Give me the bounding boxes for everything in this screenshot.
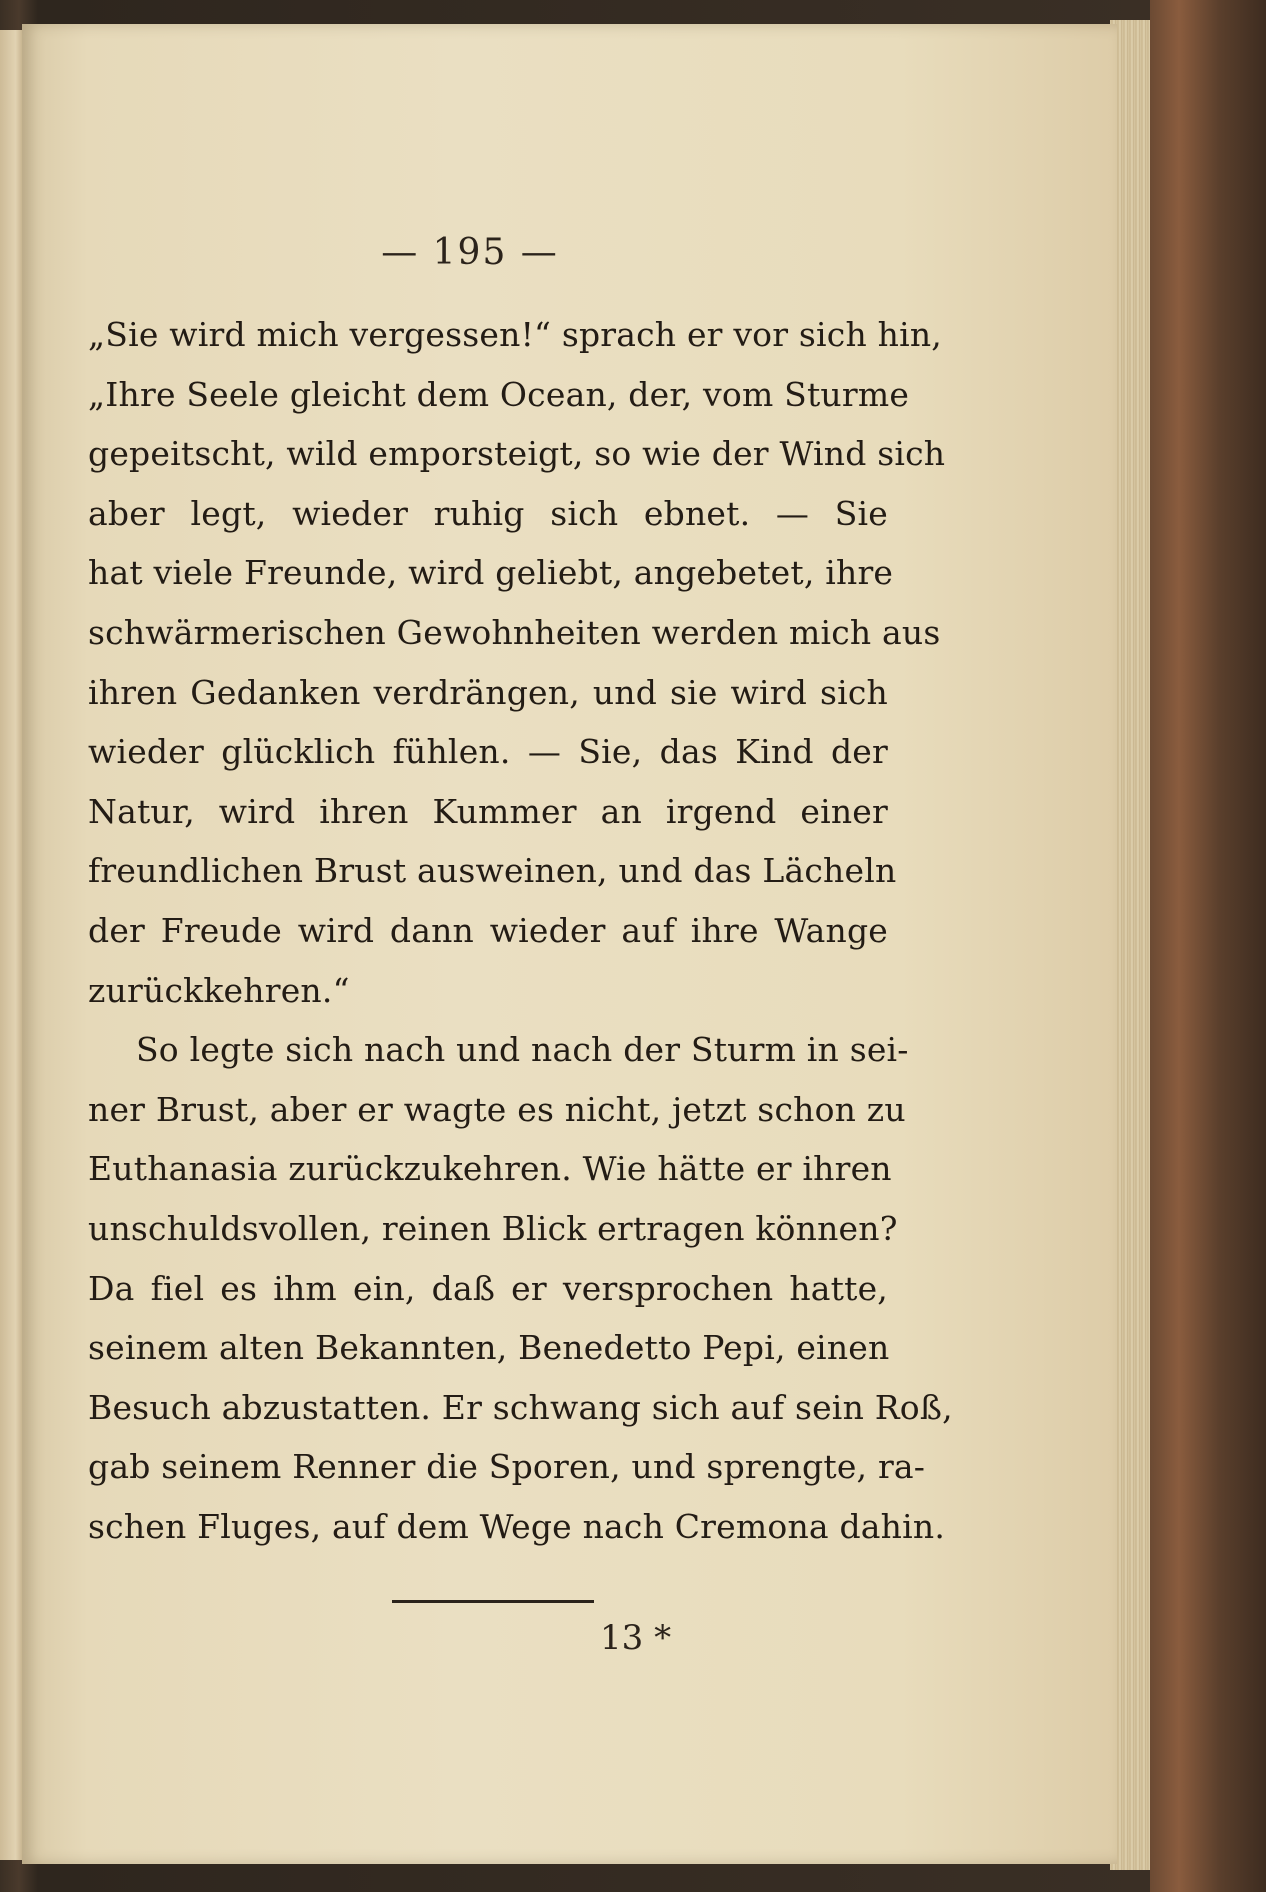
- text-line: schen Fluges, auf dem Wege nach Cremona dahin.: [88, 1506, 946, 1546]
- text-line: So legte sich nach und nach der Sturm in sei-: [136, 1030, 909, 1070]
- signature-mark: 13 *: [600, 1618, 672, 1658]
- text-line: Euthanasia zurückzukehren. Wie hätte er ihren: [88, 1149, 892, 1189]
- text-line: der Freude wird dann wieder auf ihre Wange: [88, 910, 888, 950]
- book-cover-edge: [1150, 0, 1266, 1892]
- text-line: wieder glücklich fühlen. — Sie, das Kind der: [88, 732, 888, 772]
- text-line: zurückkehren.“: [88, 970, 350, 1010]
- body-text: [88, 305, 953, 1556]
- footer-rule: [392, 1600, 594, 1603]
- text-line: aber legt, wieder ruhig sich ebnet. — Sie: [88, 493, 888, 533]
- text-line: freundlichen Brust ausweinen, und das Lächeln: [88, 851, 897, 891]
- text-line: seinem alten Bekannten, Benedetto Pepi, einen: [88, 1328, 890, 1368]
- text-line: gab seinem Renner die Sporen, und sprengte, ra-: [88, 1447, 926, 1487]
- text-line: Da fiel es ihm ein, daß er versprochen hatte,: [88, 1268, 888, 1308]
- text-line: ihren Gedanken verdrängen, und sie wird sich: [88, 672, 888, 712]
- text-line: „Ihre Seele gleicht dem Ocean, der, vom Sturme: [88, 374, 910, 414]
- text-line: Besuch abzustatten. Er schwang sich auf sein Roß,: [88, 1387, 953, 1427]
- text-line: schwärmerischen Gewohnheiten werden mich aus: [88, 612, 941, 652]
- text-line: ner Brust, aber er wagte es nicht, jetzt schon zu: [88, 1089, 906, 1129]
- text-line: hat viele Freunde, wird geliebt, angebetet, ihre: [88, 553, 894, 593]
- text-line: „Sie wird mich vergessen!“ sprach er vor sich hin,: [88, 315, 942, 354]
- text-line: Natur, wird ihren Kummer an irgend einer: [88, 791, 888, 831]
- page-number-header: — 195 —: [381, 232, 559, 273]
- text-line: gepeitscht, wild emporsteigt, so wie der Wind sich: [88, 434, 946, 474]
- text-line: unschuldsvollen, reinen Blick ertragen können?: [88, 1208, 898, 1248]
